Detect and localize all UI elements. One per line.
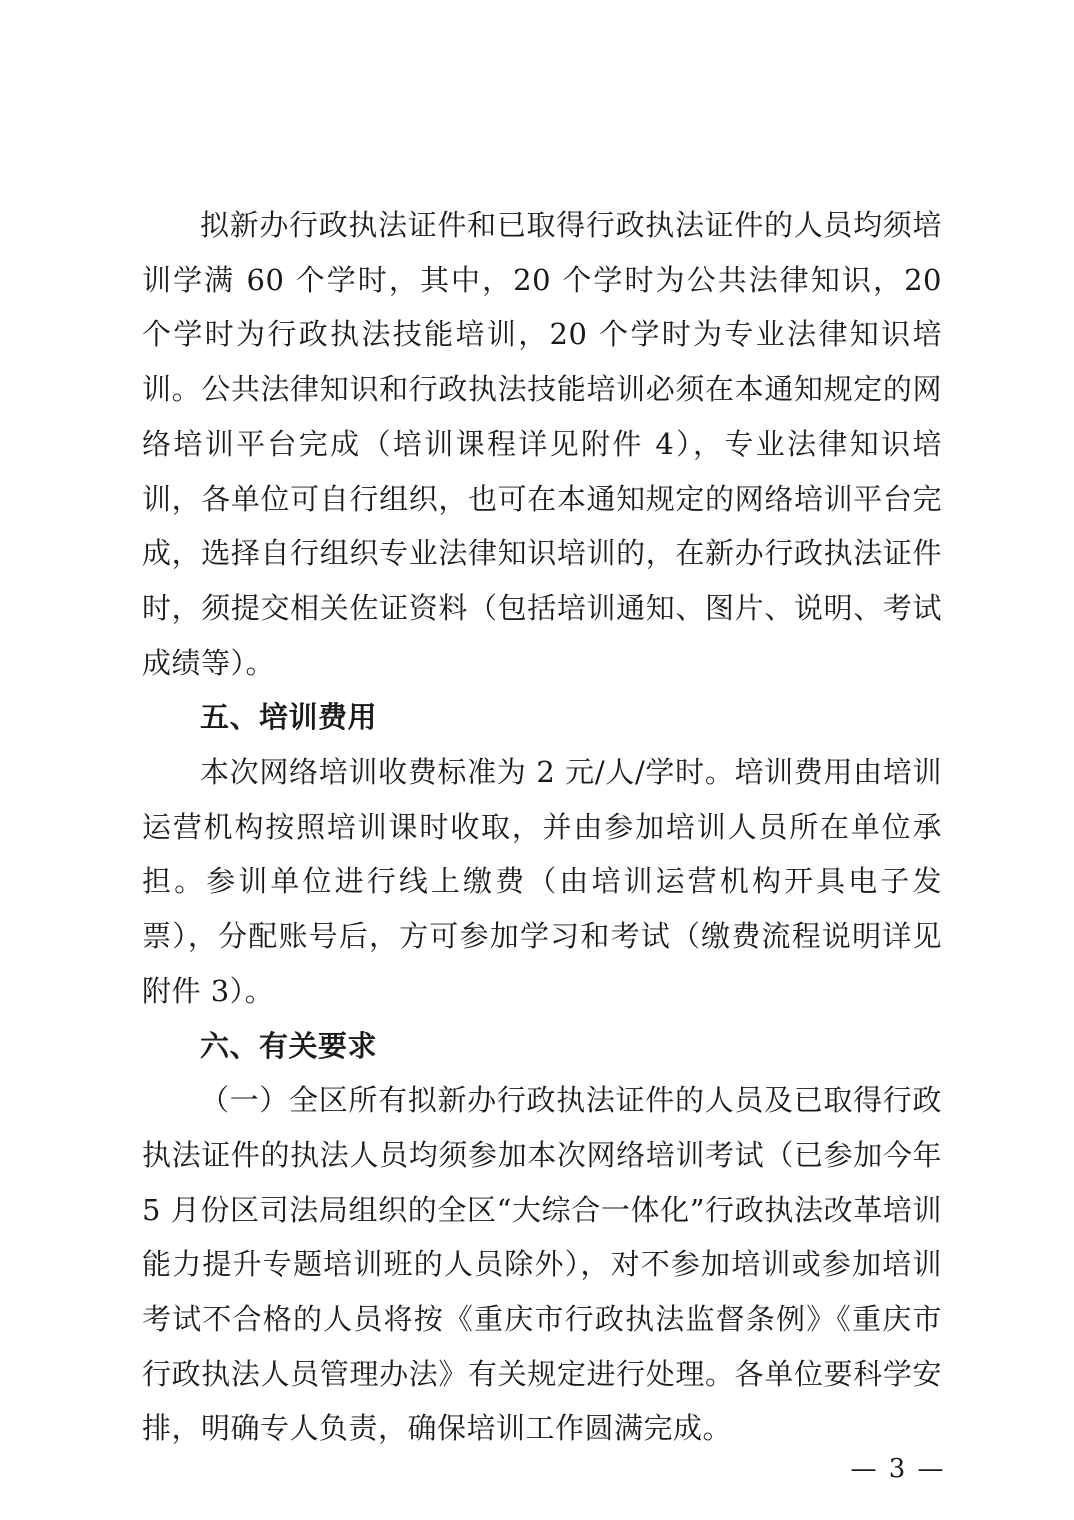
paragraph-requirement-1: （一）全区所有拟新办行政执法证件的人员及已取得行政执法证件的执法人员均须参加本次网络培训考试（已参加今年 5 月份区司法局组织的全区“大综合一体化”行政执法改革培训能力提升专题培训班的人员除外），对不参加培训或参加培训考试不合格的人员将按《重庆市行政执法监督条例》《重庆市行政执法人员管理办法》有关规定进行处理。各单位要科学安排，明确专人负责，确保培训工作圆满完成。 — [142, 1083, 942, 1446]
paragraph-training-hours: 拟新办行政执法证件和已取得行政执法证件的人员均须培训学满 60 个学时，其中，20 个学时为公共法律知识，20 个学时为行政执法技能培训，20 个学时为专业法律知识培训。公共法律知识和行政执法技能培训必须在本通知规定的网络培训平台完成（培训课程详见附件 4），专业法律知识培训，各单位可自行组织，也可在本通知规定的网络培训平台完成，选择自行组织专业法律知识培训的，在新办行政执法证件时，须提交相关佐证资料（包括培训通知、图片、说明、考试成绩等）。 — [142, 208, 942, 680]
section-heading-fees: 五、培训费用 — [200, 700, 378, 735]
page-number: — 3 — — [850, 1454, 946, 1484]
section-heading-requirements: 六、有关要求 — [200, 1028, 378, 1063]
document-body — [142, 198, 942, 1456]
paragraph-fees: 本次网络培训收费标准为 2 元/人/学时。培训费用由培训运营机构按照培训课时收取，并由参加培训人员所在单位承担。参训单位进行线上缴费（由培训运营机构开具电子发票），分配账号后，方可参加学习和考试（缴费流程说明详见附件 3）。 — [142, 755, 942, 1008]
